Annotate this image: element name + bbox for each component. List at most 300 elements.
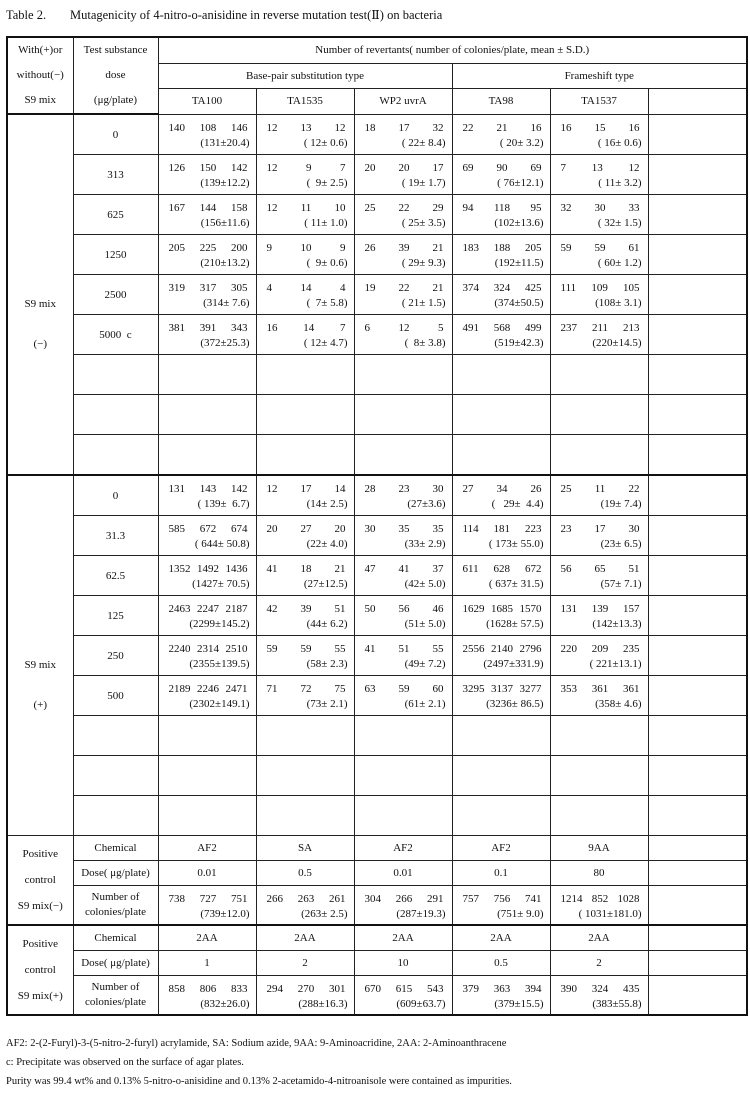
mean-sd: ( 9± 2.5) xyxy=(306,177,348,189)
positive-control-label-line: S9 mix(+) xyxy=(17,990,63,1002)
count-label xyxy=(73,976,158,1016)
plate-count: 3277 xyxy=(519,683,542,695)
header-dose-line2: dose xyxy=(105,69,126,81)
plate-counts xyxy=(159,640,256,656)
plate-count: 55 xyxy=(432,643,444,655)
plate-count: 270 xyxy=(297,982,315,995)
mean-sd: (372±25.3) xyxy=(200,337,250,349)
plate-count: 32 xyxy=(560,202,572,214)
table-row xyxy=(7,355,747,395)
plate-count: 353 xyxy=(560,683,577,695)
result-cell xyxy=(256,475,354,516)
plate-counts xyxy=(159,239,256,255)
result-cell xyxy=(550,475,648,516)
plate-count: 3137 xyxy=(491,683,513,695)
mean-sd: (19± 7.4) xyxy=(600,498,642,510)
table-number: Table 2. xyxy=(6,8,47,22)
plate-counts xyxy=(551,319,648,335)
result-cell xyxy=(158,275,256,315)
empty-cell xyxy=(648,395,747,435)
plate-count: 20 xyxy=(398,162,410,174)
empty-cell xyxy=(158,756,256,796)
mean-sd: (102±13.6) xyxy=(494,217,544,229)
mean-sd: ( 76±12.1) xyxy=(497,177,544,189)
result-cell xyxy=(256,556,354,596)
plate-count: 15 xyxy=(594,121,606,134)
plate-count: 35 xyxy=(398,523,410,535)
count-label-line1: Number of xyxy=(91,981,140,993)
plate-count: 317 xyxy=(199,282,217,294)
plate-counts xyxy=(453,890,550,906)
result-cell xyxy=(158,886,256,926)
plate-count: 146 xyxy=(231,121,248,134)
plate-count: 9 xyxy=(306,162,312,174)
plate-count: 59 xyxy=(266,643,278,655)
plate-count: 381 xyxy=(168,322,185,334)
table-row xyxy=(7,395,747,435)
mean-sd: (1427± 70.5) xyxy=(192,578,250,590)
empty-cell xyxy=(256,395,354,435)
mean-sd: ( 22± 8.4) xyxy=(401,136,446,149)
plate-counts xyxy=(257,890,354,906)
mean-sd: ( 8± 3.8) xyxy=(404,337,446,349)
mean-sd: ( 9± 0.6) xyxy=(306,257,348,269)
empty-cell xyxy=(648,596,747,636)
plate-count: 4 xyxy=(340,282,346,294)
mean-sd: (42± 5.0) xyxy=(404,578,446,590)
chemical-name: AF2 xyxy=(354,836,452,861)
chemical-name: 2AA xyxy=(256,925,354,951)
mean-sd: (58± 2.3) xyxy=(306,658,348,670)
result-cell xyxy=(354,516,452,556)
mean-sd: (287±19.3) xyxy=(396,907,446,920)
plate-count: 23 xyxy=(560,523,572,535)
plate-count: 205 xyxy=(525,242,542,254)
mean-sd: (27±12.5) xyxy=(303,578,348,590)
strain-header: TA100 xyxy=(158,88,256,114)
plate-count: 291 xyxy=(427,892,444,905)
mean-sd: ( 12± 0.6) xyxy=(303,136,348,149)
dose-label: Dose( μg/plate) xyxy=(73,861,158,886)
plate-count: 50 xyxy=(364,603,376,615)
footnote-precipitate: c: Precipitate was observed on the surface of agar plates. xyxy=(6,1057,244,1068)
plate-count: 435 xyxy=(623,982,640,995)
plate-count: 39 xyxy=(300,603,312,615)
header-revertants: Number of revertants( number of colonies/plate, mean ± S.D.) xyxy=(158,37,747,63)
strain-header: TA1537 xyxy=(550,88,648,114)
plate-count: 16 xyxy=(530,121,542,134)
mean-sd: ( 11± 3.2) xyxy=(598,177,642,189)
mean-sd: ( 12± 4.7) xyxy=(303,337,348,349)
plate-count: 150 xyxy=(199,162,217,174)
plate-count: 1028 xyxy=(617,892,640,905)
result-cell xyxy=(354,556,452,596)
plate-count: 2471 xyxy=(225,683,248,695)
table-row xyxy=(7,315,747,355)
plate-count: 144 xyxy=(199,202,217,214)
plate-count: 27 xyxy=(462,483,474,495)
strain-header xyxy=(648,88,747,114)
result-cell xyxy=(550,315,648,355)
plate-counts xyxy=(257,199,354,215)
plate-count: 27 xyxy=(300,523,312,535)
plate-count: 30 xyxy=(628,523,640,535)
mean-sd: (27±3.6) xyxy=(407,498,446,510)
plate-counts xyxy=(257,319,354,335)
plate-count: 2463 xyxy=(168,603,191,615)
result-cell xyxy=(550,516,648,556)
plate-counts xyxy=(453,600,550,616)
plate-count: 674 xyxy=(231,523,248,535)
plate-count: 35 xyxy=(432,523,444,535)
empty-cell xyxy=(452,355,550,395)
plate-count: 59 xyxy=(398,683,410,695)
empty-cell xyxy=(648,475,747,516)
result-cell xyxy=(354,475,452,516)
result-cell xyxy=(256,976,354,1016)
dose-cell xyxy=(73,756,158,796)
plate-count: 33 xyxy=(628,202,640,214)
header-s9-line3: S9 mix xyxy=(24,94,56,106)
plate-count: 59 xyxy=(300,643,312,655)
plate-count: 2247 xyxy=(197,603,219,615)
empty-cell xyxy=(648,315,747,355)
chemical-name: 2AA xyxy=(354,925,452,951)
result-cell xyxy=(452,516,550,556)
empty-cell xyxy=(648,195,747,235)
empty-cell xyxy=(648,676,747,716)
strain-header: TA98 xyxy=(452,88,550,114)
result-cell xyxy=(452,235,550,275)
plate-count: 75 xyxy=(334,683,346,695)
plate-counts xyxy=(453,680,550,696)
table-row xyxy=(7,195,747,235)
plate-count: 741 xyxy=(525,892,542,905)
plate-count: 61 xyxy=(628,242,640,254)
table-caption: Mutagenicity of 4-nitro-o-anisidine in reverse mutation test(Ⅱ) on bacteria xyxy=(70,8,443,22)
plate-counts xyxy=(159,159,256,175)
plate-counts xyxy=(453,520,550,536)
chemical-label: Chemical xyxy=(73,925,158,951)
table-row xyxy=(7,756,747,796)
plate-count: 223 xyxy=(525,523,542,535)
plate-count: 324 xyxy=(591,982,609,995)
plate-counts xyxy=(551,480,648,496)
plate-counts xyxy=(159,680,256,696)
mean-sd: (739±12.0) xyxy=(200,907,250,920)
plate-count: 90 xyxy=(496,162,508,174)
dose-cell: 125 xyxy=(73,596,158,636)
plate-count: 670 xyxy=(364,982,381,995)
result-cell xyxy=(158,516,256,556)
plate-count: 34 xyxy=(496,483,508,495)
dose-value: 0.01 xyxy=(158,861,256,886)
plate-count: 142 xyxy=(231,483,248,495)
plate-count: 51 xyxy=(334,603,346,615)
mean-sd: (139±12.2) xyxy=(200,177,250,189)
plate-counts xyxy=(257,480,354,496)
dose-cell: 0 xyxy=(73,114,158,155)
plate-count: 2187 xyxy=(225,603,248,615)
plate-count: 32 xyxy=(432,121,444,134)
table-row xyxy=(7,475,747,516)
plate-count: 2510 xyxy=(225,643,248,655)
strain-header: TA1535 xyxy=(256,88,354,114)
plate-count: 1629 xyxy=(462,603,485,615)
plate-count: 14 xyxy=(334,483,346,495)
footnote-purity: Purity was 99.4 wt% and 0.13% 5-nitro-o-anisidine and 0.13% 2-acetamido-4-nitroanisole were contained as impurities. xyxy=(6,1076,512,1087)
plate-count: 343 xyxy=(231,322,248,334)
empty-cell xyxy=(158,395,256,435)
header-s9-line2: without(−) xyxy=(16,69,64,81)
plate-counts xyxy=(355,520,452,536)
result-cell xyxy=(550,195,648,235)
mean-sd: (2299±145.2) xyxy=(189,618,250,630)
empty-cell xyxy=(648,925,747,951)
plate-count: 1436 xyxy=(225,563,248,575)
dose-cell xyxy=(73,796,158,836)
mean-sd: (131±20.4) xyxy=(200,136,250,149)
plate-counts xyxy=(355,560,452,576)
plate-counts xyxy=(551,560,648,576)
plate-count: 69 xyxy=(530,162,542,174)
dose-cell xyxy=(73,716,158,756)
result-cell xyxy=(452,155,550,195)
result-cell xyxy=(256,155,354,195)
plate-count: 21 xyxy=(432,242,444,254)
footnote-abbreviations: AF2: 2-(2-Furyl)-3-(5-nitro-2-furyl) acrylamide, SA: Sodium azide, 9AA: 9-Aminoacridine, 2AA: 2-Aminoanthracene xyxy=(6,1038,507,1049)
header-dose xyxy=(73,37,158,114)
result-cell xyxy=(256,636,354,676)
plate-count: 21 xyxy=(432,282,444,294)
mean-sd: (192±11.5) xyxy=(494,257,544,269)
dose-cell: 31.3 xyxy=(73,516,158,556)
mean-sd: (220±14.5) xyxy=(592,337,642,349)
mean-sd: (61± 2.1) xyxy=(404,698,446,710)
plate-count: 63 xyxy=(364,683,376,695)
plate-count: 2796 xyxy=(519,643,542,655)
result-cell xyxy=(452,556,550,596)
plate-count: 105 xyxy=(623,282,640,294)
dose-cell: 2500 xyxy=(73,275,158,315)
mean-sd: (263± 2.5) xyxy=(301,907,348,920)
plate-count: 111 xyxy=(560,282,577,294)
empty-cell xyxy=(452,716,550,756)
plate-count: 1570 xyxy=(519,603,542,615)
positive-control-dose-row xyxy=(7,861,747,886)
result-cell xyxy=(256,596,354,636)
dose-value: 10 xyxy=(354,951,452,976)
dose-value: 1 xyxy=(158,951,256,976)
empty-cell xyxy=(550,435,648,476)
positive-control-chemical-row xyxy=(7,836,747,861)
plate-counts xyxy=(551,520,648,536)
mean-sd: (142±13.3) xyxy=(592,618,642,630)
empty-cell xyxy=(256,716,354,756)
chemical-name: 2AA xyxy=(550,925,648,951)
result-cell xyxy=(158,976,256,1016)
mean-sd: (156±11.6) xyxy=(200,217,250,229)
plate-count: 301 xyxy=(329,982,346,995)
empty-cell xyxy=(648,114,747,155)
plate-counts xyxy=(159,560,256,576)
plate-count: 47 xyxy=(364,563,376,575)
mean-sd: (379±15.5) xyxy=(494,997,544,1010)
plate-count: 10 xyxy=(334,202,346,214)
plate-count: 12 xyxy=(266,162,278,174)
plate-counts xyxy=(551,980,648,996)
empty-cell xyxy=(256,796,354,836)
mean-sd: ( 19± 1.7) xyxy=(401,177,446,189)
plate-count: 266 xyxy=(266,892,283,905)
empty-cell xyxy=(648,796,747,836)
mean-sd: (14± 2.5) xyxy=(306,498,348,510)
plate-count: 294 xyxy=(266,982,283,995)
plate-counts xyxy=(355,680,452,696)
mean-sd: ( 221±13.1) xyxy=(589,658,642,670)
plate-counts xyxy=(551,600,648,616)
empty-cell xyxy=(452,756,550,796)
plate-counts xyxy=(355,159,452,175)
plate-counts xyxy=(355,239,452,255)
result-cell xyxy=(354,195,452,235)
empty-cell xyxy=(550,716,648,756)
plate-count: 143 xyxy=(199,483,217,495)
plate-count: 16 xyxy=(266,322,278,334)
header-dose-line3: (μg/plate) xyxy=(93,94,138,106)
plate-counts xyxy=(257,600,354,616)
mean-sd: (609±63.7) xyxy=(396,997,446,1010)
mean-sd: ( 20± 3.2) xyxy=(499,136,544,149)
plate-count: 17 xyxy=(300,483,312,495)
empty-cell xyxy=(648,516,747,556)
plate-counts xyxy=(159,319,256,335)
plate-count: 94 xyxy=(462,202,474,214)
header-dose-line1: Test substance xyxy=(83,44,148,56)
plate-count: 41 xyxy=(266,563,278,575)
plate-count: 42 xyxy=(266,603,278,615)
result-cell xyxy=(354,315,452,355)
result-cell xyxy=(158,155,256,195)
plate-count: 16 xyxy=(628,121,640,134)
plate-count: 188 xyxy=(493,242,511,254)
plate-count: 183 xyxy=(462,242,479,254)
s9-label-line1: S9 mix xyxy=(24,658,56,671)
mean-sd: (374±50.5) xyxy=(494,297,544,309)
plate-count: 263 xyxy=(297,892,315,905)
dose-value: 0.5 xyxy=(452,951,550,976)
plate-count: 390 xyxy=(560,982,577,995)
plate-count: 26 xyxy=(530,483,542,495)
dose-cell xyxy=(73,435,158,476)
empty-cell xyxy=(158,355,256,395)
plate-count: 51 xyxy=(628,563,640,575)
empty-cell xyxy=(256,355,354,395)
count-label xyxy=(73,886,158,926)
empty-cell xyxy=(648,155,747,195)
plate-counts xyxy=(159,980,256,996)
plate-count: 13 xyxy=(591,162,603,174)
plate-count: 1214 xyxy=(560,892,583,905)
dose-value: 2 xyxy=(256,951,354,976)
result-cell xyxy=(452,315,550,355)
chemical-label: Chemical xyxy=(73,836,158,861)
plate-count: 425 xyxy=(525,282,542,294)
plate-count: 16 xyxy=(560,121,572,134)
header-base-pair: Base-pair substitution type xyxy=(158,63,452,88)
mean-sd: (73± 2.1) xyxy=(306,698,348,710)
dose-value: 0.01 xyxy=(354,861,452,886)
result-cell xyxy=(452,275,550,315)
mean-sd: (2302±149.1) xyxy=(189,698,250,710)
table-title xyxy=(6,7,442,23)
plate-count: 7 xyxy=(340,322,346,334)
table-row xyxy=(7,596,747,636)
plate-count: 12 xyxy=(628,162,640,174)
dose-value: 2 xyxy=(550,951,648,976)
table-row xyxy=(7,516,747,556)
empty-cell xyxy=(354,435,452,476)
plate-count: 14 xyxy=(303,322,315,334)
dose-label: Dose( μg/plate) xyxy=(73,951,158,976)
empty-cell xyxy=(452,796,550,836)
plate-count: 205 xyxy=(168,242,185,254)
dose-cell: 313 xyxy=(73,155,158,195)
plate-counts xyxy=(551,680,648,696)
empty-cell xyxy=(648,886,747,926)
mean-sd: (751± 9.0) xyxy=(497,907,544,920)
plate-counts xyxy=(257,640,354,656)
plate-count: 374 xyxy=(462,282,479,294)
plate-count: 17 xyxy=(398,121,410,134)
chemical-name: AF2 xyxy=(452,836,550,861)
result-cell xyxy=(158,195,256,235)
plate-counts xyxy=(453,279,550,295)
empty-cell xyxy=(256,435,354,476)
mean-sd: ( 1031±181.0) xyxy=(578,907,642,920)
mean-sd: ( 644± 50.8) xyxy=(194,538,250,550)
table-row xyxy=(7,796,747,836)
plate-count: 69 xyxy=(462,162,474,174)
result-cell xyxy=(256,275,354,315)
chemical-name: SA xyxy=(256,836,354,861)
empty-cell xyxy=(648,951,747,976)
positive-control-dose-row xyxy=(7,951,747,976)
plate-count: 11 xyxy=(300,202,312,214)
result-cell xyxy=(158,114,256,155)
plate-counts xyxy=(257,980,354,996)
plate-counts xyxy=(551,199,648,215)
plate-count: 30 xyxy=(364,523,376,535)
plate-count: 26 xyxy=(364,242,376,254)
plate-count: 11 xyxy=(594,483,606,495)
mutagenicity-table xyxy=(6,36,748,1016)
empty-cell xyxy=(354,395,452,435)
empty-cell xyxy=(648,355,747,395)
plate-count: 1492 xyxy=(197,563,219,575)
empty-cell xyxy=(354,796,452,836)
plate-count: 225 xyxy=(199,242,217,254)
mean-sd: (358± 4.6) xyxy=(595,698,642,710)
plate-count: 261 xyxy=(329,892,346,905)
empty-cell xyxy=(648,716,747,756)
positive-control-chemical-row xyxy=(7,925,747,951)
dose-cell xyxy=(73,355,158,395)
plate-count: 806 xyxy=(199,982,217,995)
plate-counts xyxy=(355,890,452,906)
plate-count: 60 xyxy=(432,683,444,695)
plate-counts xyxy=(453,319,550,335)
